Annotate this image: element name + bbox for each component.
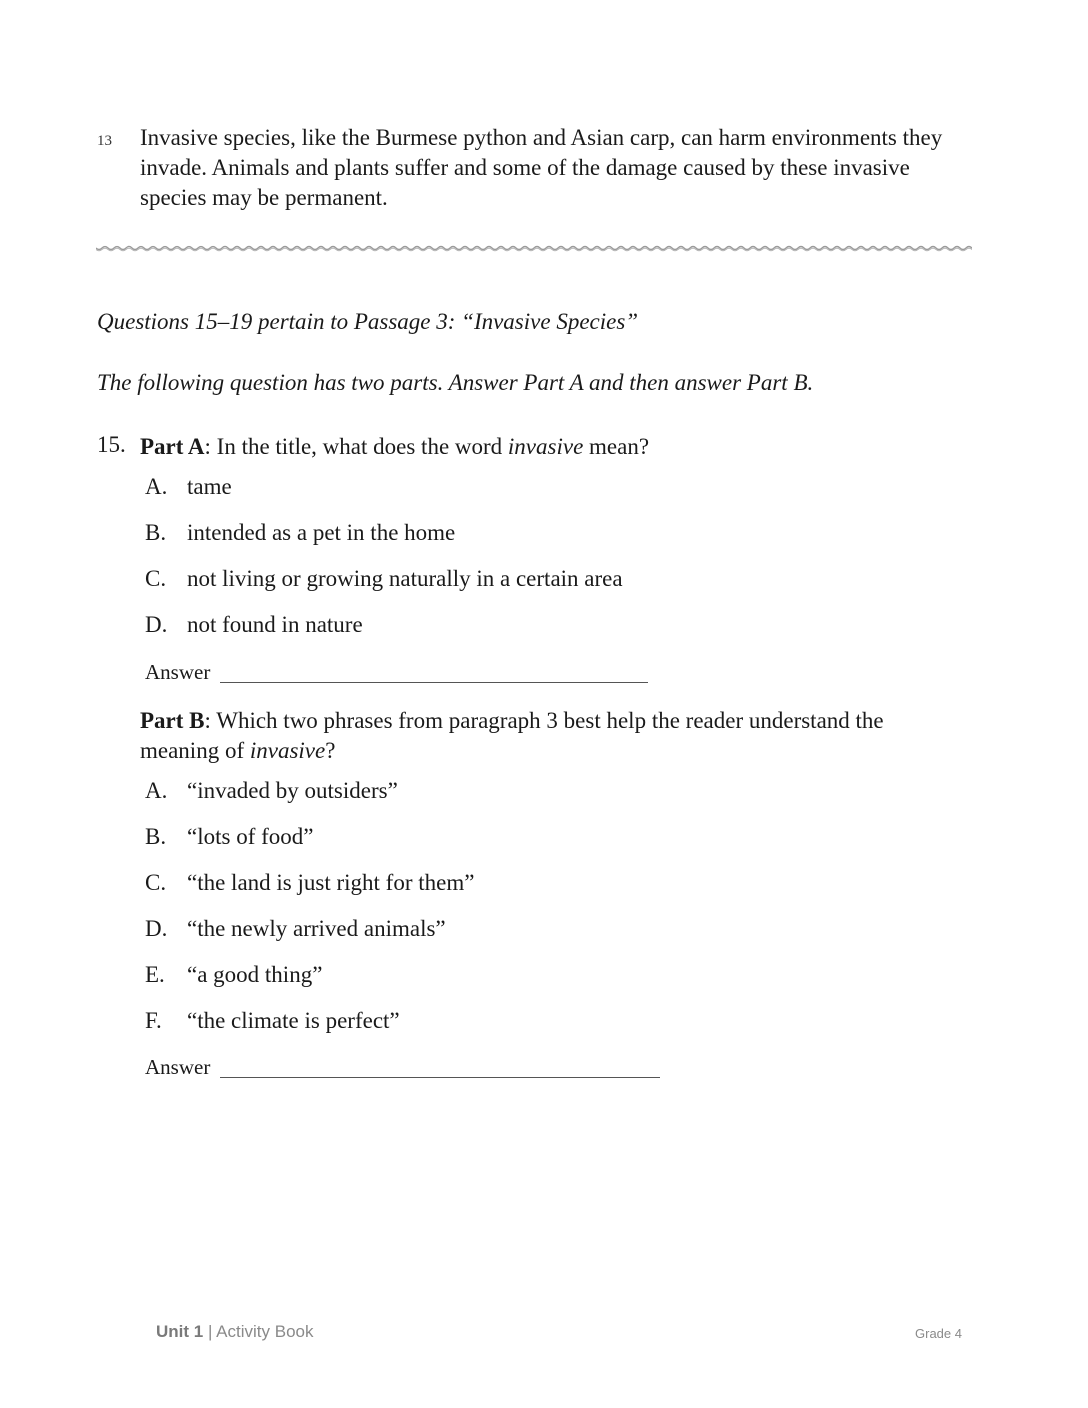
part-b-option[interactable] bbox=[145, 962, 322, 988]
part-b-answer bbox=[145, 1055, 660, 1080]
part-b-answer-line[interactable] bbox=[220, 1076, 660, 1078]
option-text: “invaded by outsiders” bbox=[187, 778, 398, 803]
part-a-answer bbox=[145, 660, 648, 685]
part-b-text-end: ? bbox=[325, 738, 336, 763]
option-text: “a good thing” bbox=[187, 962, 323, 987]
paragraph-text: Invasive species, like the Burmese python and Asian carp, can harm environments they invade. Animals and plants suffer and some of the damage caused by these invasive species may be permanent. bbox=[140, 125, 943, 210]
option-text: “the land is just right for them” bbox=[187, 870, 475, 895]
part-a-option[interactable] bbox=[145, 474, 232, 500]
footer-unit-book bbox=[156, 1322, 313, 1342]
option-letter: A. bbox=[145, 778, 168, 803]
part-b-option[interactable] bbox=[145, 870, 474, 896]
footer-book: Activity Book bbox=[216, 1322, 314, 1341]
answer-label: Answer bbox=[145, 660, 211, 684]
option-text: “lots of food” bbox=[187, 824, 314, 849]
option-letter: B. bbox=[145, 520, 167, 545]
part-a-label: Part A bbox=[140, 434, 205, 459]
footer-separator: | bbox=[203, 1322, 217, 1341]
part-b-text: : Which two phrases from paragraph 3 best help the reader understand the meaning of bbox=[140, 708, 884, 763]
footer-grade: Grade 4 bbox=[915, 1326, 962, 1341]
option-text: not found in nature bbox=[187, 612, 363, 637]
wavy-divider bbox=[96, 241, 972, 255]
part-a-emphasis: invasive bbox=[507, 434, 584, 459]
part-a-prompt bbox=[140, 432, 960, 462]
part-a-option[interactable] bbox=[145, 566, 623, 592]
part-a-option[interactable] bbox=[145, 612, 363, 638]
option-letter: E. bbox=[145, 962, 165, 987]
option-text: not living or growing naturally in a certain area bbox=[187, 566, 623, 591]
option-letter: D. bbox=[145, 916, 168, 941]
option-letter: B. bbox=[145, 824, 167, 849]
questions-instructions: The following question has two parts. Answer Part A and then answer Part B. bbox=[97, 370, 814, 395]
part-b-emphasis: invasive bbox=[249, 738, 326, 763]
paragraph-number: 13 bbox=[97, 133, 112, 149]
option-letter: D. bbox=[145, 612, 168, 637]
part-a-answer-line[interactable] bbox=[220, 681, 648, 683]
option-text: tame bbox=[187, 474, 232, 499]
answer-label: Answer bbox=[145, 1055, 211, 1079]
part-b-option[interactable] bbox=[145, 916, 446, 942]
option-letter: C. bbox=[145, 566, 167, 591]
part-b-option[interactable] bbox=[145, 778, 398, 804]
option-letter: F. bbox=[145, 1008, 162, 1033]
option-letter: C. bbox=[145, 870, 167, 895]
part-a-text: : In the title, what does the word bbox=[204, 434, 508, 459]
option-text: intended as a pet in the home bbox=[187, 520, 456, 545]
question-number: 15. bbox=[97, 432, 126, 457]
option-text: “the newly arrived animals” bbox=[187, 916, 446, 941]
part-b-label: Part B bbox=[140, 708, 205, 733]
part-b-option[interactable] bbox=[145, 1008, 400, 1034]
part-a-option[interactable] bbox=[145, 520, 455, 546]
option-text: “the climate is perfect” bbox=[187, 1008, 400, 1033]
part-b-prompt bbox=[140, 706, 960, 766]
part-b-option[interactable] bbox=[145, 824, 313, 850]
option-letter: A. bbox=[145, 474, 168, 499]
part-a-text-end: mean? bbox=[583, 434, 650, 459]
footer-unit: Unit 1 bbox=[156, 1322, 204, 1341]
questions-intro: Questions 15–19 pertain to Passage 3: “Invasive Species” bbox=[97, 309, 639, 334]
